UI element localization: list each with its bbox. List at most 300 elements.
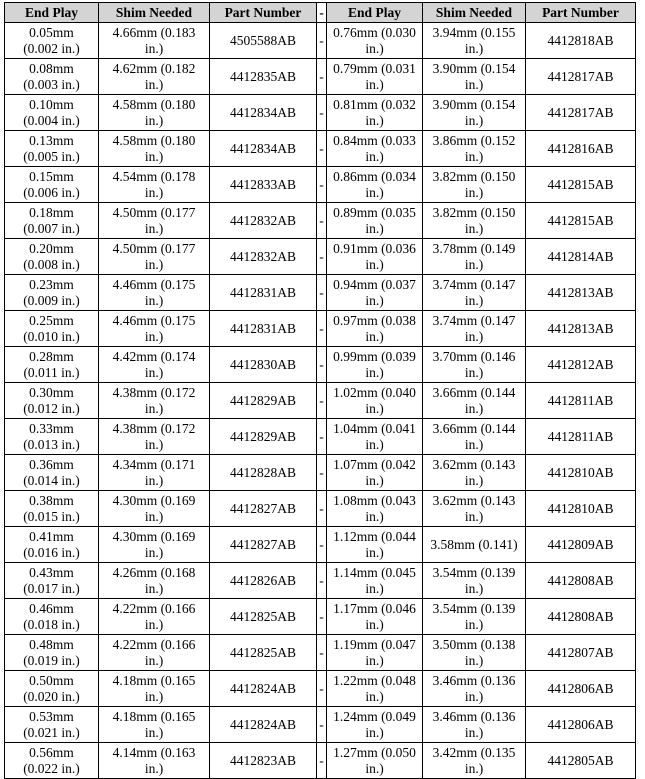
shim-value-line2: in.) [464,76,484,92]
part-number-cell: 4412817AB [526,59,636,95]
separator-cell: - [317,707,327,743]
shim-value-line2: in.) [464,760,484,776]
table-row [5,455,636,491]
end-play-mm: 0.15mm [29,168,74,184]
shim-needed-cell [99,743,210,779]
end-play-mm: 0.84mm (0.033 [333,132,416,148]
shim-value-line1: 3.90mm (0.154 [432,60,516,76]
end-play-mm: 0.81mm (0.032 [333,96,416,112]
shim-needed-cell [423,527,526,563]
shim-value-line2: in.) [144,652,164,668]
end-play-in: in.) [365,652,384,668]
shim-value-line1: 3.82mm (0.150 [432,204,516,220]
part-number-cell: 4412829AB [210,419,317,455]
end-play-in: (0.004 in.) [23,112,80,128]
shim-value-line2: in.) [144,184,164,200]
shim-needed-cell [423,635,526,671]
separator-cell: - [317,239,327,275]
separator-cell: - [317,383,327,419]
separator-cell: - [317,743,327,779]
table-row [5,707,636,743]
part-number-cell: 4412808AB [526,563,636,599]
end-play-cell [327,419,423,455]
shim-value-line2: in.) [144,616,164,632]
shim-value-line1: 4.30mm (0.169 [112,528,196,544]
end-play-mm: 1.19mm (0.047 [333,636,416,652]
part-number-cell: 4412806AB [526,707,636,743]
part-number-cell: 4412831AB [210,275,317,311]
shim-value-line1: 4.62mm (0.182 [112,60,196,76]
end-play-in: in.) [365,688,384,704]
end-play-mm: 0.79mm (0.031 [333,60,416,76]
separator-cell: - [317,599,327,635]
part-number-cell: 4412830AB [210,347,317,383]
shim-needed-cell [99,95,210,131]
table-row [5,131,636,167]
end-play-cell [5,167,99,203]
end-play-in: (0.003 in.) [23,76,80,92]
shim-needed-cell [423,95,526,131]
separator-cell: - [317,455,327,491]
shim-needed-cell [99,527,210,563]
end-play-cell [5,599,99,635]
end-play-mm: 1.12mm (0.044 [333,528,416,544]
end-play-mm: 0.05mm [29,24,74,40]
end-play-mm: 0.53mm [29,708,74,724]
shim-value-line2: in.) [144,436,164,452]
end-play-in: (0.010 in.) [23,328,80,344]
shim-value-line2: in.) [464,148,484,164]
table-row [5,59,636,95]
shim-value-line2: in.) [464,184,484,200]
header-part-number-left: Part Number [210,3,317,23]
shim-value-line2: in.) [464,688,484,704]
end-play-cell [5,671,99,707]
end-play-cell [327,599,423,635]
part-number-cell: 4412810AB [526,491,636,527]
end-play-mm: 0.99mm (0.039 [333,348,416,364]
shim-value-line1: 3.86mm (0.152 [432,132,516,148]
end-play-mm: 0.28mm [29,348,74,364]
shim-needed-cell [99,599,210,635]
shim-value-line1: 3.78mm (0.149 [432,240,516,256]
part-number-cell: 4412811AB [526,419,636,455]
part-number-cell: 4412823AB [210,743,317,779]
end-play-cell [327,275,423,311]
end-play-in: (0.008 in.) [23,256,80,272]
part-number-cell: 4412827AB [210,491,317,527]
end-play-mm: 0.10mm [29,96,74,112]
shim-value-line2: in.) [144,76,164,92]
shim-needed-cell [99,59,210,95]
shim-value-line1: 3.46mm (0.136 [432,708,516,724]
shim-value-line1: 3.70mm (0.146 [432,348,516,364]
end-play-cell [5,491,99,527]
end-play-in: in.) [365,472,384,488]
end-play-cell [327,239,423,275]
part-number-cell: 4412818AB [526,23,636,59]
shim-value-line2: in.) [144,328,164,344]
shim-value-line2: in.) [144,688,164,704]
table-row [5,743,636,779]
part-number-cell: 4412833AB [210,167,317,203]
shim-value-line1: 4.22mm (0.166 [112,600,196,616]
shim-value-line1: 4.66mm (0.183 [112,24,196,40]
end-play-in: (0.005 in.) [23,148,80,164]
shim-value-line1: 4.46mm (0.175 [112,276,196,292]
shim-value-line2: in.) [144,40,164,56]
end-play-mm: 1.02mm (0.040 [333,384,416,400]
table-row [5,491,636,527]
separator-cell: - [317,311,327,347]
end-play-cell [5,203,99,239]
shim-needed-cell [423,131,526,167]
table-row [5,383,636,419]
end-play-mm: 0.76mm (0.030 [333,24,416,40]
end-play-in: (0.011 in.) [23,364,80,380]
table-row [5,167,636,203]
end-play-cell [327,563,423,599]
end-play-mm: 0.08mm [29,60,74,76]
end-play-in: in.) [365,436,384,452]
shim-value: 3.58mm (0.141) [430,536,518,552]
part-number-cell: 4412825AB [210,599,317,635]
end-play-cell [327,131,423,167]
end-play-cell [327,23,423,59]
shim-value-line2: in.) [464,616,484,632]
shim-value-line2: in.) [144,472,164,488]
end-play-in: in.) [365,112,384,128]
shim-needed-cell [99,23,210,59]
end-play-cell [5,131,99,167]
end-play-cell [327,95,423,131]
part-number-cell: 4505588AB [210,23,317,59]
shim-selection-table [4,2,636,779]
shim-needed-cell [99,347,210,383]
shim-value-line2: in.) [464,292,484,308]
part-number-cell: 4412824AB [210,707,317,743]
shim-needed-cell [99,383,210,419]
table-row [5,599,636,635]
shim-needed-cell [99,707,210,743]
shim-value-line1: 4.38mm (0.172 [112,420,196,436]
separator-cell: - [317,203,327,239]
end-play-cell [327,635,423,671]
shim-needed-cell [99,491,210,527]
end-play-cell [327,671,423,707]
shim-value-line2: in.) [144,148,164,164]
shim-value-line2: in.) [464,328,484,344]
part-number-cell: 4412835AB [210,59,317,95]
separator-cell: - [317,23,327,59]
part-number-cell: 4412817AB [526,95,636,131]
table-row [5,23,636,59]
end-play-in: in.) [365,40,384,56]
shim-needed-cell [99,455,210,491]
shim-value-line2: in.) [144,292,164,308]
end-play-mm: 0.50mm [29,672,74,688]
end-play-cell [327,491,423,527]
end-play-mm: 1.14mm (0.045 [333,564,416,580]
part-number-cell: 4412808AB [526,599,636,635]
shim-needed-cell [99,239,210,275]
end-play-mm: 0.38mm [29,492,74,508]
separator-cell: - [317,59,327,95]
shim-needed-cell [423,203,526,239]
table-row [5,95,636,131]
end-play-in: (0.021 in.) [23,724,80,740]
shim-value-line2: in.) [144,508,164,524]
shim-value-line2: in.) [464,508,484,524]
end-play-cell [5,383,99,419]
part-number-cell: 4412814AB [526,239,636,275]
part-number-cell: 4412834AB [210,131,317,167]
shim-needed-cell [423,491,526,527]
shim-value-line2: in.) [144,724,164,740]
end-play-in: in.) [365,292,384,308]
part-number-cell: 4412806AB [526,671,636,707]
end-play-cell [5,311,99,347]
part-number-cell: 4412811AB [526,383,636,419]
end-play-mm: 1.07mm (0.042 [333,456,416,472]
end-play-cell [5,635,99,671]
end-play-in: in.) [365,184,384,200]
shim-value-line1: 4.50mm (0.177 [112,240,196,256]
end-play-cell [5,707,99,743]
table-row [5,275,636,311]
separator-cell: - [317,671,327,707]
shim-value-line2: in.) [144,544,164,560]
end-play-in: in.) [365,364,384,380]
part-number-cell: 4412826AB [210,563,317,599]
end-play-in: in.) [365,508,384,524]
part-number-cell: 4412828AB [210,455,317,491]
shim-value-line2: in.) [464,364,484,380]
shim-needed-cell [423,275,526,311]
separator-cell: - [317,167,327,203]
shim-value-line1: 4.38mm (0.172 [112,384,196,400]
shim-value-line1: 3.74mm (0.147 [432,276,516,292]
end-play-cell [327,455,423,491]
shim-needed-cell [423,563,526,599]
end-play-mm: 0.43mm [29,564,74,580]
table-row [5,347,636,383]
end-play-in: in.) [365,580,384,596]
end-play-mm: 0.20mm [29,240,74,256]
end-play-cell [5,527,99,563]
shim-needed-cell [99,635,210,671]
end-play-cell [327,743,423,779]
table-row [5,239,636,275]
end-play-in: (0.016 in.) [23,544,80,560]
shim-value-line1: 4.18mm (0.165 [112,708,196,724]
end-play-in: in.) [365,616,384,632]
shim-value-line1: 4.30mm (0.169 [112,492,196,508]
separator-cell: - [317,419,327,455]
end-play-mm: 0.94mm (0.037 [333,276,416,292]
end-play-cell [5,563,99,599]
shim-value-line1: 4.26mm (0.168 [112,564,196,580]
shim-value-line2: in.) [464,580,484,596]
header-row [5,3,636,23]
shim-value-line2: in.) [464,112,484,128]
part-number-cell: 4412815AB [526,203,636,239]
separator-cell: - [317,635,327,671]
end-play-in: (0.017 in.) [23,580,80,596]
end-play-cell [327,203,423,239]
shim-value-line1: 3.94mm (0.155 [432,24,516,40]
end-play-cell [327,347,423,383]
end-play-cell [5,275,99,311]
separator-cell: - [317,347,327,383]
part-number-cell: 4412832AB [210,203,317,239]
shim-needed-cell [423,383,526,419]
end-play-mm: 0.23mm [29,276,74,292]
end-play-mm: 1.17mm (0.046 [333,600,416,616]
shim-needed-cell [423,59,526,95]
header-separator: - [317,3,327,23]
shim-value-line1: 3.66mm (0.144 [432,384,516,400]
end-play-in: (0.002 in.) [23,40,80,56]
end-play-in: in.) [365,328,384,344]
end-play-cell [5,59,99,95]
end-play-cell [5,455,99,491]
table-row [5,419,636,455]
table-row [5,563,636,599]
end-play-in: (0.009 in.) [23,292,80,308]
shim-value-line2: in.) [144,400,164,416]
end-play-cell [327,527,423,563]
shim-value-line1: 4.50mm (0.177 [112,204,196,220]
shim-value-line1: 4.34mm (0.171 [112,456,196,472]
end-play-cell [5,743,99,779]
shim-needed-cell [99,563,210,599]
separator-cell: - [317,563,327,599]
shim-needed-cell [423,239,526,275]
shim-value-line1: 4.22mm (0.166 [112,636,196,652]
shim-needed-cell [423,599,526,635]
part-number-cell: 4412829AB [210,383,317,419]
separator-cell: - [317,527,327,563]
end-play-in: in.) [365,220,384,236]
header-part-number-right: Part Number [526,3,636,23]
end-play-mm: 0.86mm (0.034 [333,168,416,184]
shim-value-line1: 4.54mm (0.178 [112,168,196,184]
end-play-cell [327,707,423,743]
part-number-cell: 4412815AB [526,167,636,203]
shim-value-line2: in.) [464,400,484,416]
part-number-cell: 4412812AB [526,347,636,383]
shim-value-line2: in.) [464,220,484,236]
shim-value-line1: 3.54mm (0.139 [432,600,516,616]
shim-needed-cell [99,311,210,347]
shim-needed-cell [99,671,210,707]
header-shim-needed-left: Shim Needed [99,3,210,23]
shim-needed-cell [423,419,526,455]
table-row [5,671,636,707]
end-play-in: (0.012 in.) [23,400,80,416]
shim-value-line2: in.) [464,652,484,668]
end-play-mm: 0.13mm [29,132,74,148]
end-play-in: in.) [365,760,384,776]
end-play-mm: 0.48mm [29,636,74,652]
end-play-in: (0.007 in.) [23,220,80,236]
end-play-cell [327,167,423,203]
end-play-in: in.) [365,400,384,416]
shim-needed-cell [423,167,526,203]
shim-value-line1: 3.46mm (0.136 [432,672,516,688]
shim-value-line2: in.) [144,580,164,596]
shim-value-line2: in.) [464,436,484,452]
part-number-cell: 4412809AB [526,527,636,563]
end-play-cell [5,419,99,455]
end-play-in: (0.020 in.) [23,688,80,704]
end-play-mm: 0.36mm [29,456,74,472]
shim-value-line1: 4.42mm (0.174 [112,348,196,364]
shim-value-line1: 3.50mm (0.138 [432,636,516,652]
shim-value-line1: 3.90mm (0.154 [432,96,516,112]
separator-cell: - [317,491,327,527]
shim-value-line2: in.) [144,256,164,272]
header-end-play-left: End Play [5,3,99,23]
end-play-in: in.) [365,544,384,560]
end-play-in: (0.015 in.) [23,508,80,524]
shim-value-line1: 3.82mm (0.150 [432,168,516,184]
end-play-mm: 1.24mm (0.049 [333,708,416,724]
end-play-in: in.) [365,76,384,92]
shim-value-line1: 4.46mm (0.175 [112,312,196,328]
end-play-in: (0.006 in.) [23,184,80,200]
table-row [5,635,636,671]
end-play-cell [5,347,99,383]
part-number-cell: 4412805AB [526,743,636,779]
end-play-mm: 1.27mm (0.050 [333,744,416,760]
shim-needed-cell [423,743,526,779]
shim-needed-cell [423,455,526,491]
part-number-cell: 4412834AB [210,95,317,131]
end-play-mm: 0.33mm [29,420,74,436]
shim-value-line2: in.) [144,112,164,128]
end-play-mm: 0.46mm [29,600,74,616]
shim-needed-cell [99,203,210,239]
end-play-in: (0.022 in.) [23,760,80,776]
end-play-mm: 1.04mm (0.041 [333,420,416,436]
shim-value-line2: in.) [464,472,484,488]
shim-value-line1: 4.58mm (0.180 [112,132,196,148]
end-play-mm: 0.91mm (0.036 [333,240,416,256]
part-number-cell: 4412816AB [526,131,636,167]
shim-value-line1: 3.62mm (0.143 [432,456,516,472]
part-number-cell: 4412813AB [526,275,636,311]
end-play-in: in.) [365,256,384,272]
end-play-mm: 0.18mm [29,204,74,220]
shim-needed-cell [99,419,210,455]
shim-needed-cell [99,167,210,203]
end-play-in: (0.013 in.) [23,436,80,452]
shim-value-line1: 3.42mm (0.135 [432,744,516,760]
shim-value-line2: in.) [144,760,164,776]
shim-needed-cell [423,23,526,59]
end-play-in: in.) [365,724,384,740]
separator-cell: - [317,95,327,131]
header-end-play-right: End Play [327,3,423,23]
separator-cell: - [317,131,327,167]
end-play-cell [5,95,99,131]
shim-needed-cell [423,671,526,707]
shim-value-line1: 4.14mm (0.163 [112,744,196,760]
shim-value-line2: in.) [144,364,164,380]
shim-value-line1: 4.58mm (0.180 [112,96,196,112]
